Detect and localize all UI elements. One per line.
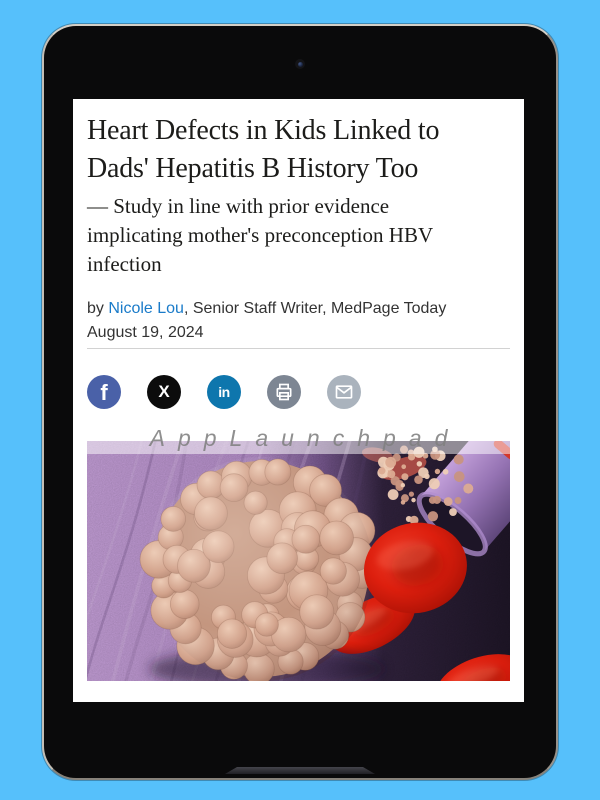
title-line: Dads' Hepatitis B History Too [87,153,419,184]
hepatitis-virus-illustration [87,441,510,681]
article-page [73,112,524,702]
envelope-icon [334,382,354,402]
divider [87,348,510,349]
subtitle-line: implicating mother's preconception HBV [87,223,434,247]
x-twitter-icon: X [158,382,170,401]
share-email-button[interactable] [327,375,361,409]
subtitle-line: — Study in line with prior evidence [87,194,390,218]
linkedin-icon: in [218,384,230,400]
speaker-slot [225,767,375,774]
subtitle-line: infection [87,252,162,276]
article-title [87,112,510,188]
share-buttons-row [87,375,510,409]
share-x-button[interactable] [147,375,181,409]
printer-icon [274,382,294,402]
byline [87,297,510,321]
byline-suffix: , Senior Staff Writer, MedPage Today [183,300,447,317]
tablet-device-frame [42,24,558,780]
share-linkedin-button[interactable] [207,375,241,409]
watermark-strip [87,441,510,454]
article-hero [87,425,510,681]
tablet-screen[interactable] [73,99,524,702]
share-print-button[interactable] [267,375,301,409]
share-facebook-button[interactable] [87,375,121,409]
watermark-text: AppLaunchpad [149,425,461,451]
facebook-icon: f [100,380,108,405]
article-subtitle [87,192,510,279]
publish-date: August 19, 2024 [87,324,204,341]
title-line: Heart Defects in Kids Linked to [87,115,440,146]
author-link[interactable]: Nicole Lou [108,300,184,317]
front-camera-icon [295,59,305,69]
byline-prefix: by [87,300,109,317]
